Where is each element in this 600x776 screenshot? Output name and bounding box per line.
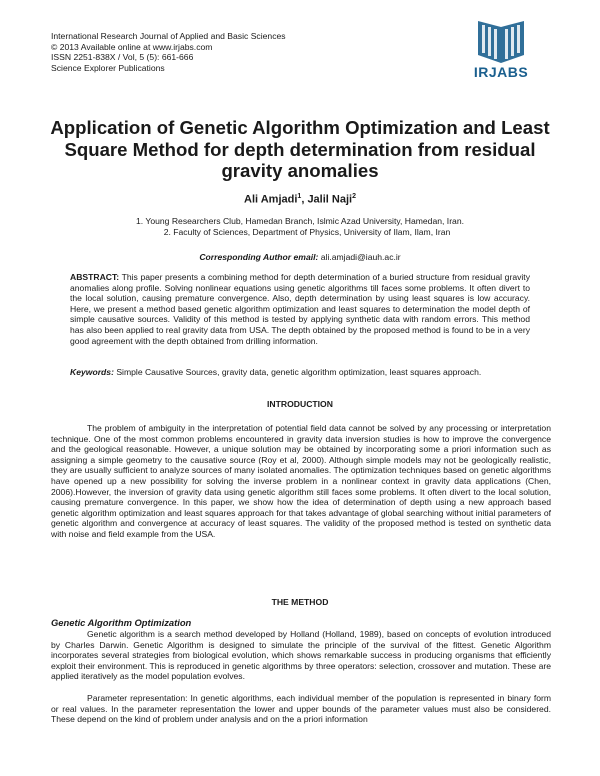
corresponding-email[interactable]: ali.amjadi@iauh.ac.ir: [318, 252, 401, 262]
author-sep: ,: [301, 193, 308, 206]
author-1-sup: 1: [297, 193, 302, 200]
keywords-label: Keywords:: [70, 367, 114, 377]
intro-text: The problem of ambiguity in the interpretation of potential field data cannot be solved by any processing or interpretation technique. One of the most common problems encountered in gravity data inversion studies is how to improve the convergence and the geological reasonable. However, a unique solution may be obtained by incorporating some a priori information such as assigning a simple geometry to the causative source (Roy et al, 2000). Although simple models may not be geologically realistic, they are usually sufficient to analyze sources of many isolated anomalies. The optimization techniques based on genetic algorithms have opened up a new possibility for solving the inverse problem in a nonlinear context in gravity data applications (Chen, 2006).However, the inversion of gravity data using genetic algorithm still faces some problems. It often divert to the local solution, causing premature convergence. In this paper, we show how the idea of determination of depth using a new approach based genetic algorithm optimization and least squares approach for that takes advantage of global searching without initial parameters of genetic algorithm and convergence at accuracy of least squares. The validity of the proposed method is tested on synthetic data with noise and field example from the USA.: [51, 423, 551, 539]
intro-heading: INTRODUCTION: [267, 399, 333, 409]
affiliation-1: 1. Young Researchers Club, Hamedan Branch, Islmic Azad University, Hamedan, Iran.: [136, 216, 464, 226]
issn-line: ISSN 2251-838X / Vol, 5 (5): 661-666: [51, 52, 194, 63]
journal-header: [51, 31, 286, 73]
method-heading: THE METHOD: [271, 597, 329, 607]
publisher-line: Science Explorer Publications: [51, 62, 165, 73]
keywords: [70, 367, 530, 378]
param-text: Parameter representation: In genetic algorithms, each individual member of the population is represented in binary form or real values. In the parameter representation the lower and upper bounds of the parameter values must also be considered. These depend on the kind of problem under analysis and on the a priori information: [51, 693, 551, 725]
author-2-sup: 2: [352, 193, 356, 200]
ga-text: Genetic algorithm is a search method developed by Holland (Holland, 1989), based on concepts of evolution introduced by Charles Darwin. Genetic Algorithm is designed to simulate the principle of the survival of the fittest. Genetic Algorithm incorporates several strategies from biological evolution, which shows remarkable success in producing organisms that efficiently exploit their environment. This is reproduced in genetic algorithms by three operators: selection, crossover and mutation. These are applied iteratively as the model population evolves.: [51, 629, 551, 682]
paper-title: Application of Genetic Algorithm Optimization and Least Square Method for depth determination from residual gravity anomalies: [50, 117, 550, 181]
affiliations: [0, 216, 600, 238]
corresponding-label: Corresponding Author email:: [199, 252, 319, 262]
author-2: Jalil Naji: [307, 193, 353, 206]
intro-paragraph: [51, 423, 551, 540]
keywords-text: Simple Causative Sources, gravity data, genetic algorithm optimization, least squares approach.: [113, 367, 482, 377]
abstract-label: ABSTRACT:: [70, 272, 120, 282]
author-1: Ali Amjadi: [244, 193, 298, 206]
abstract: [70, 272, 530, 346]
journal-name: International Research Journal of Applied and Basic Sciences: [51, 31, 286, 41]
ga-heading: Genetic Algorithm Optimization: [51, 617, 192, 628]
logo-text: IRJABS: [473, 64, 529, 80]
affiliation-2: 2. Faculty of Sciences, Department of Physics, University of Ilam, Ilam, Iran: [163, 227, 451, 237]
corresponding-author: [0, 252, 600, 262]
copyright-line: © 2013 Available online at www.irjabs.com: [51, 41, 213, 52]
abstract-text: This paper presents a combining method for depth determination of a buried structure from residual gravity anomalies along profile. Solving nonlinear equations using genetic algorithms till faces some problems. It often divert to the local solution, causing premature convergence. Also, depth determination by using least squares is low accuracy. Here, we present a method based genetic algorithm optimization and least squares to determination the model depth of simple causative sources. Validity of this method is tested by applying synthetic data with random errors. This method has also been applied to real gravity data from USA. The depth obtained by the proposed method is found to be in a very good agreement with the depth obtained from drilling information.: [70, 272, 530, 346]
ga-paragraph: [51, 629, 551, 682]
author-line: [0, 193, 600, 206]
param-paragraph: [51, 693, 551, 725]
